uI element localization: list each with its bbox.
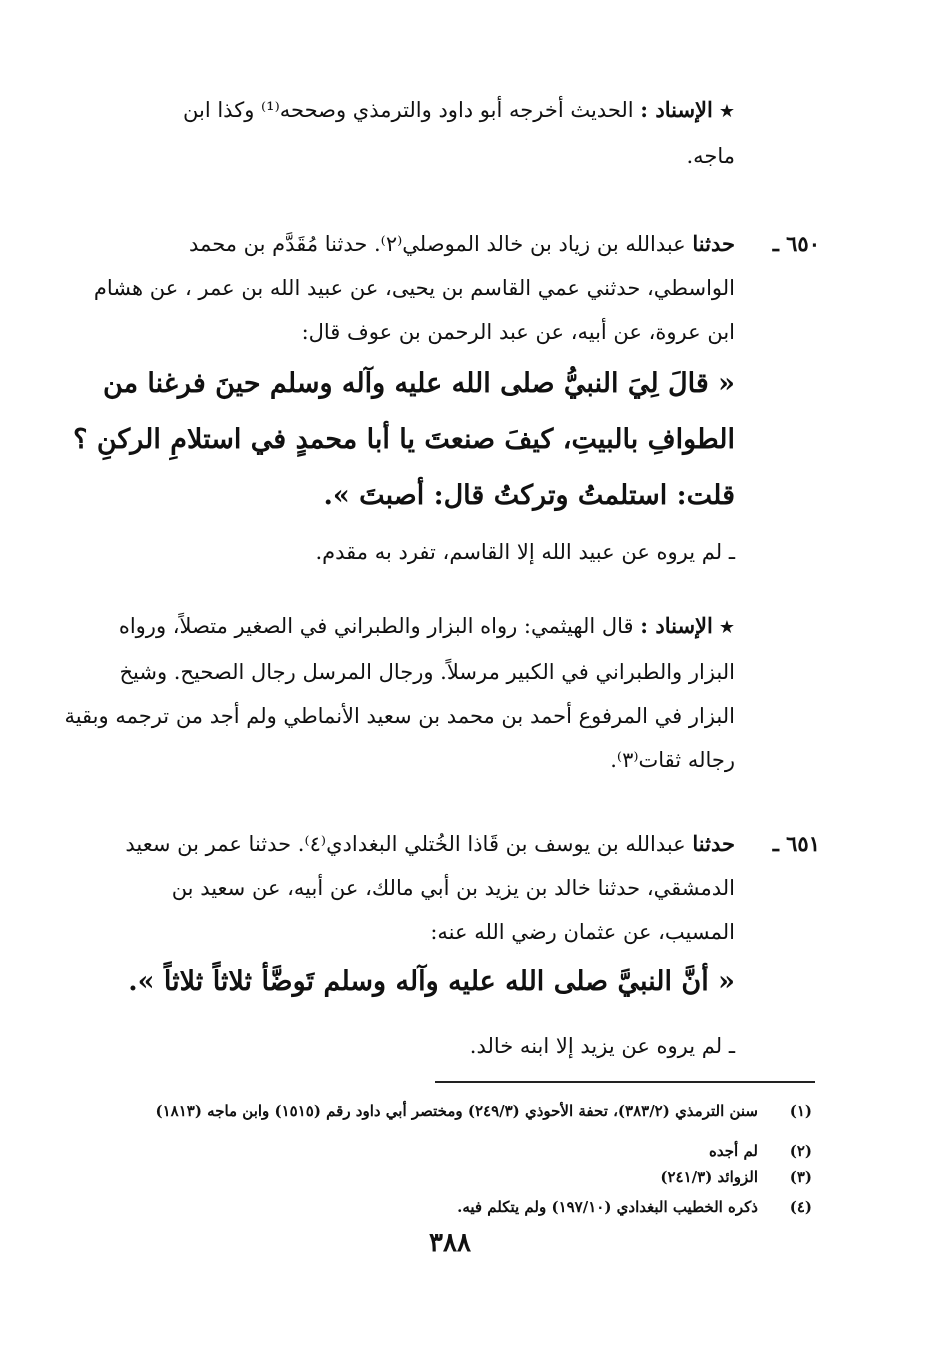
hadith-text-line: « أنَّ النبيَّ صلى الله عليه وآله وسلم تَوضَّأ ثلاثاً ثلاثاً ». — [128, 966, 735, 997]
isnad-label: الإسناد : — [640, 97, 713, 122]
isnad-line: ماجه. — [686, 144, 735, 168]
hadith-651-text — [70, 954, 735, 1010]
isnad-note-1 — [70, 88, 735, 178]
hadith-number: ٦٥١ ـ — [772, 831, 820, 856]
hadith-651-note: ـ لم يروه عن يزيد إلا ابنه خالد. — [469, 1034, 735, 1058]
isnad-line: البزار والطبراني في الكبير مرسلاً. ورجال المرسل رجال الصحيح. وشيخ — [119, 660, 735, 684]
footnote: (٣)الزوائد (٢٤١/٣) — [660, 1168, 812, 1186]
hadith-650-text — [70, 356, 735, 524]
star-icon: ★ — [718, 101, 735, 122]
page-number: ٣٨٨ — [429, 1228, 471, 1258]
isnad-line: البزار في المرفوع أحمد بن محمد بن سعيد الأنماطي ولم أجد من ترجمه وبقية — [64, 704, 735, 728]
isnad-note-2 — [64, 604, 735, 782]
chain-line: حدثنا عبدالله بن يوسف بن قَاذا الخُتلي البغدادي⁽٤⁾. حدثنا عمر بن سعيد — [125, 831, 735, 856]
footnote-divider — [435, 1081, 815, 1083]
footnote: (١)سنن الترمذي (٣٨٣/٢)، تحفة الأحوذي (٢٤٩/٣) ومختصر أبي داود رقم (١٥١٥) وابن ماجه (١٨١٣) — [155, 1102, 812, 1120]
hadith-650-chain — [70, 222, 735, 354]
chain-line: حدثنا عبدالله بن زياد بن خالد الموصلي⁽٢⁾. حدثنا مُقَدَّم بن محمد — [189, 231, 735, 256]
chain-line: المسيب، عن عثمان رضي الله عنه: — [430, 920, 735, 944]
chain-line: الدمشقي، حدثنا خالد بن يزيد بن أبي مالك، عن أبيه، عن سعيد بن — [171, 876, 735, 900]
hadith-650-note: ـ لم يروه عن عبيد الله إلا القاسم، تفرد به مقدم. — [315, 540, 735, 564]
isnad-label: الإسناد : — [640, 613, 713, 638]
hadith-text-line: الطوافِ بالبيتِ، كيفَ صنعتَ يا أبا محمدٍ في استلامِ الركنِ ؟ — [73, 424, 735, 455]
isnad-line: ★الإسناد : قال الهيثمي: رواه البزار والطبراني في الصغير متصلاً، ورواه — [118, 613, 735, 638]
star-icon: ★ — [718, 617, 735, 638]
hadith-651-chain — [70, 822, 735, 954]
hadith-text-line: « قالَ لِيَ النبيُّ صلى الله عليه وآله وسلم حينَ فرغنا من — [103, 368, 735, 399]
chain-line: الواسطي، حدثني عمي القاسم بن يحيى، عن عبيد الله بن عمر ، عن هشام — [93, 276, 735, 300]
footnote: (٢)لم أجده — [709, 1142, 812, 1160]
isnad-line: رجاله ثقات⁽٣⁾. — [610, 748, 735, 772]
hadith-text-line: قلت: استلمتُ وتركتُ قال: أصبتَ ». — [323, 480, 735, 511]
footnote: (٤)ذكره الخطيب البغدادي (١٩٧/١٠) ولم يتكلم فيه. — [457, 1198, 812, 1216]
chain-line: ابن عروة، عن أبيه، عن عبد الرحمن بن عوف قال: — [301, 320, 735, 344]
hadith-number: ٦٥٠ ـ — [772, 231, 820, 256]
isnad-line: ★الإسناد : الحديث أخرجه أبو داود والترمذي وصححه⁽¹⁾ وكذا ابن — [183, 97, 735, 122]
